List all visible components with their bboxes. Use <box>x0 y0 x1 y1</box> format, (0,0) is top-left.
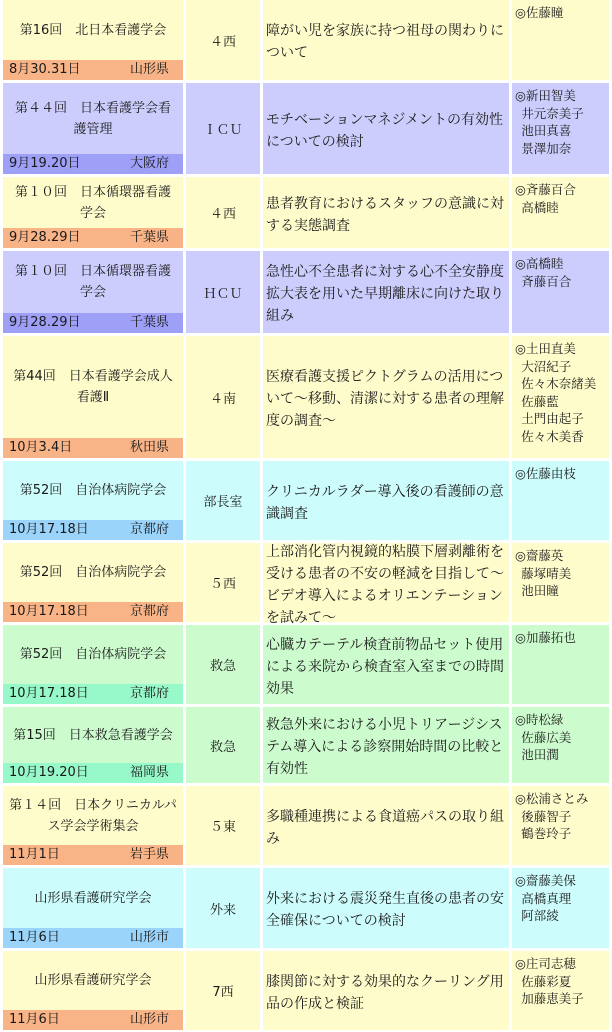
ward-cell: ５東 <box>186 786 260 865</box>
conference-cell <box>3 868 183 948</box>
presentation-title-text: 医療看護支援ピクトグラムの活用について～移動、清潔に対する患者の理解度の調査～ <box>266 369 504 429</box>
authors-cell <box>512 707 609 783</box>
conference-place: 山形県 <box>129 62 169 77</box>
presentation-title-text: 多職種連携による食道癌パスの取り組み <box>266 808 504 847</box>
lead-author: ◎齋藤美保 <box>515 873 576 888</box>
conference-cell <box>3 707 183 783</box>
authors-cell <box>512 543 609 622</box>
co-author: 佐々木奈緒美 <box>515 376 597 391</box>
lead-author: ◎高橋睦 <box>515 256 564 271</box>
conference-cell <box>3 336 183 458</box>
conference-cell <box>3 625 183 704</box>
conference-date: 10月19.20日 <box>9 765 89 780</box>
presentation-title <box>263 868 509 948</box>
conference-place: 岩手県 <box>129 847 169 862</box>
presentation-title <box>263 461 509 540</box>
conference-date: 8月30.31日 <box>9 62 81 77</box>
ward-cell: 救急 <box>186 707 260 783</box>
conference-date-bar <box>3 438 183 458</box>
table-row <box>3 0 609 80</box>
ward-cell: ４西 <box>186 0 260 80</box>
presentation-title <box>263 83 509 174</box>
ward-cell: ＨＣＵ <box>186 251 260 333</box>
conference-place: 京都府 <box>129 522 169 537</box>
conference-name: 山形県看護研究学会 <box>34 890 152 906</box>
authors-cell <box>512 951 609 1030</box>
conference-date: 11月1日 <box>9 847 60 862</box>
conference-name: 第４４回 日本看護学会看護管理 <box>14 100 171 137</box>
co-author: 佐藤広美 <box>515 729 572 745</box>
presentation-title <box>263 177 509 248</box>
conference-place: 千葉県 <box>129 230 169 245</box>
authors-cell <box>512 461 609 540</box>
authors-cell <box>512 336 609 458</box>
presentation-title-text: モチベーションマネジメントの有効性についての検討 <box>266 111 504 150</box>
conference-date-bar <box>3 763 183 783</box>
co-author: 藤塚晴美 <box>515 565 572 581</box>
co-author: 池田真喜 <box>515 123 572 138</box>
conference-name: 第15回 日本救急看護学会 <box>13 727 173 743</box>
conference-name: 第16回 北日本看護学会 <box>19 22 167 38</box>
lead-author: ◎松浦さとみ <box>515 791 589 806</box>
conference-date: 11月6日 <box>9 930 60 945</box>
conference-date: 9月28.29日 <box>9 230 81 245</box>
ward-cell: 7西 <box>186 951 260 1030</box>
conference-cell <box>3 83 183 174</box>
conference-date: 9月19.20日 <box>9 156 81 171</box>
conference-date: 9月28.29日 <box>9 315 81 330</box>
presentation-title <box>263 786 509 865</box>
table-row <box>3 951 609 1030</box>
co-author: 佐藤彩夏 <box>515 973 572 989</box>
table-row <box>3 177 609 248</box>
co-author: 景澤加奈 <box>515 140 572 156</box>
conference-date-bar <box>3 1010 183 1030</box>
ward-cell: ４西 <box>186 177 260 248</box>
authors-cell <box>512 625 609 704</box>
conference-date: 10月17.18日 <box>9 686 89 701</box>
lead-author: ◎加藤拓也 <box>515 630 576 645</box>
co-author: 高橋真理 <box>515 890 572 906</box>
co-author: 池田瞳 <box>515 583 559 598</box>
presentation-title <box>263 543 509 626</box>
ward-cell: ５西 <box>186 543 260 622</box>
presentation-title-text: 膝関節に対する効果的なクーリング用品の作成と検証 <box>266 973 504 1012</box>
conference-cell <box>3 177 183 248</box>
presentation-title-text: 上部消化管内視鏡的粘膜下層剥離術を受ける患者の不安の軽減を目指して～ビデオ導入によるオリエンテーションを試みて～ <box>266 543 504 626</box>
co-author: 阿部綾 <box>515 908 559 923</box>
conference-date-bar <box>3 228 183 248</box>
presentation-title-text: 障がい児を家族に持つ祖母の関わりについて <box>266 23 504 61</box>
conference-date: 10月17.18日 <box>9 604 89 619</box>
lead-author: ◎佐藤由枝 <box>515 466 576 481</box>
lead-author: ◎時松緑 <box>515 712 564 727</box>
presentation-title <box>263 336 509 458</box>
conference-place: 山形市 <box>129 930 169 945</box>
conference-name: 第１０回 日本循環器看護学会 <box>14 264 171 300</box>
conference-date: 11月6日 <box>9 1012 60 1027</box>
conference-name: 第52回 自治体病院学会 <box>19 565 167 580</box>
conference-cell <box>3 786 183 865</box>
lead-author: ◎齋藤英 <box>515 548 564 563</box>
presentation-title-text: 急性心不全患者に対する心不全安静度拡大表を用いた早期離床に向けた取り組み <box>266 264 504 324</box>
conference-date-bar <box>3 845 183 865</box>
co-author: 池田潤 <box>515 747 559 762</box>
co-author: 鶴巻玲子 <box>515 826 572 841</box>
conference-name: 第52回 自治体病院学会 <box>19 647 167 662</box>
co-author: 加藤恵美子 <box>515 991 584 1006</box>
authors-cell <box>512 786 609 865</box>
presentation-title-text: クリニカルラダー導入後の看護師の意識調査 <box>266 483 504 522</box>
table-row <box>3 543 609 626</box>
conference-name: 山形県看護研究学会 <box>34 973 152 988</box>
presentation-title <box>263 951 509 1030</box>
co-author: 斉藤百合 <box>515 273 572 289</box>
conference-name: 第52回 自治体病院学会 <box>19 483 167 498</box>
conference-date-bar <box>3 928 183 948</box>
conference-date-bar <box>3 602 183 622</box>
ward-cell: 救急 <box>186 625 260 704</box>
table-row <box>3 707 609 783</box>
presentation-title-text: 心臓カテーテル検査前物品セット使用による来院から検査室入室までの時間効果 <box>266 636 504 697</box>
conference-place: 山形市 <box>129 1012 169 1027</box>
conference-cell <box>3 251 183 333</box>
co-author: 佐々木美香 <box>515 428 584 444</box>
presentation-title <box>263 625 509 704</box>
authors-cell <box>512 83 609 174</box>
ward-cell: 部長室 <box>186 461 260 540</box>
co-author: 高橋睦 <box>515 199 559 215</box>
lead-author: ◎庄司志穂 <box>515 956 576 971</box>
conference-name: 第44回 日本看護学会成人看護Ⅱ <box>13 369 173 405</box>
conference-date-bar <box>3 154 183 174</box>
table-row <box>3 336 609 458</box>
lead-author: ◎新田智美 <box>515 88 576 103</box>
lead-author: ◎佐藤瞳 <box>515 5 564 20</box>
table-row <box>3 868 609 948</box>
conference-date-bar <box>3 684 183 704</box>
ward-cell: 外来 <box>186 868 260 948</box>
table-row <box>3 625 609 704</box>
presentation-title-text: 患者教育におけるスタッフの意識に対する実態調査 <box>266 195 504 234</box>
conference-date-bar <box>3 60 183 80</box>
authors-cell <box>512 868 609 948</box>
conference-cell <box>3 543 183 622</box>
presentation-title <box>263 251 509 333</box>
lead-author: ◎斉藤百合 <box>515 182 576 197</box>
table-row <box>3 461 609 540</box>
conference-name: 第１０回 日本循環器看護学会 <box>14 184 171 221</box>
co-author: 佐藤藍 <box>515 393 559 409</box>
conference-cell <box>3 461 183 540</box>
conference-date: 10月17.18日 <box>9 522 89 537</box>
authors-cell <box>512 0 609 80</box>
presentation-title <box>263 0 509 80</box>
co-author: 土門由起子 <box>515 411 584 426</box>
presentation-title-text: 救急外来における小児トリアージシステム導入による診察開始時間の比較と有効性 <box>266 717 504 777</box>
conference-place: 京都府 <box>129 686 169 701</box>
table-row <box>3 786 609 865</box>
presentation-title-text: 外来における震災発生直後の患者の安全確保についての検討 <box>266 891 504 929</box>
authors-cell <box>512 251 609 333</box>
presentation-title <box>263 707 509 783</box>
conference-date-bar <box>3 313 183 333</box>
conference-place: 秋田県 <box>129 440 169 455</box>
conference-name: 第１４回 日本クリニカルパス学会学術集会 <box>9 797 177 834</box>
conference-date-bar <box>3 520 183 540</box>
co-author: 井元奈美子 <box>515 105 584 121</box>
authors-cell <box>512 177 609 248</box>
conference-date: 10月3.4日 <box>9 440 73 455</box>
ward-cell: ４南 <box>186 336 260 458</box>
table-row <box>3 251 609 333</box>
conference-place: 京都府 <box>129 604 169 619</box>
conference-cell <box>3 0 183 80</box>
table-row <box>3 83 609 174</box>
co-author: 後藤智子 <box>515 808 572 824</box>
co-author: 大沼紀子 <box>515 358 572 374</box>
conference-cell <box>3 951 183 1030</box>
conference-place: 福岡県 <box>129 765 169 780</box>
lead-author: ◎土田直美 <box>515 341 576 356</box>
conference-place: 大阪府 <box>129 156 169 171</box>
ward-cell: ＩＣＵ <box>186 83 260 174</box>
conference-place: 千葉県 <box>129 315 169 330</box>
